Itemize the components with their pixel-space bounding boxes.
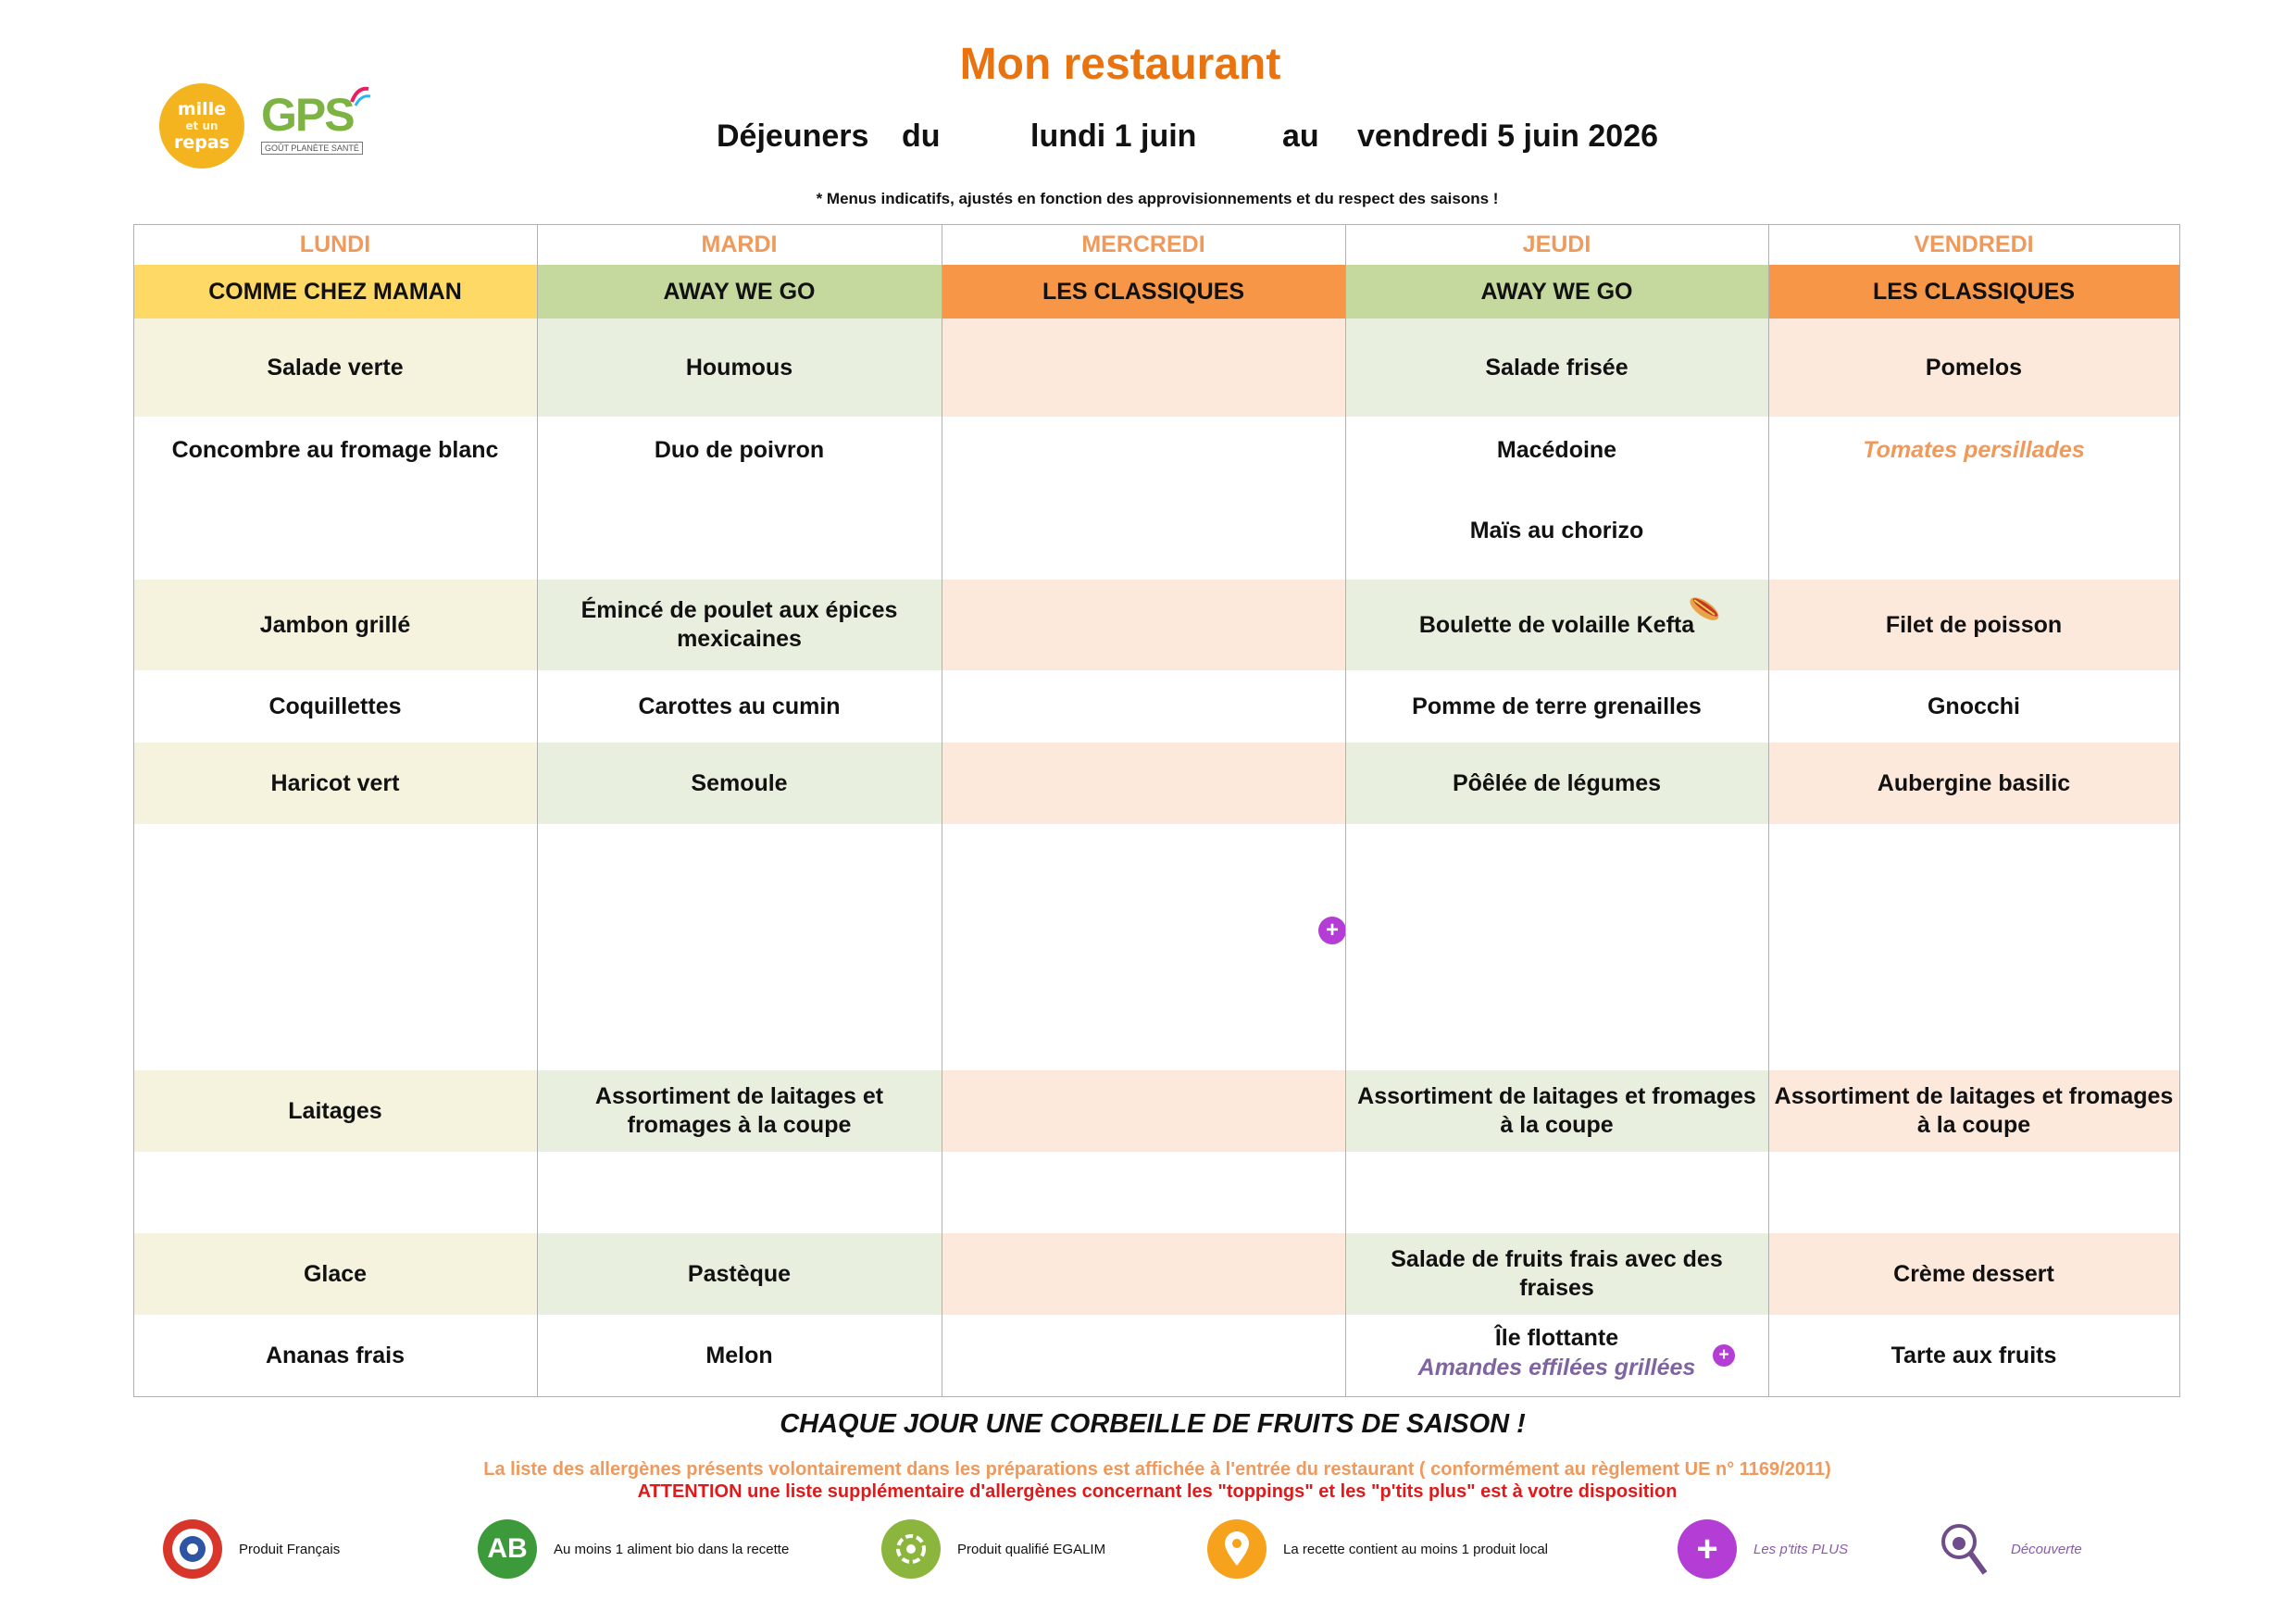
- menu-item: [942, 1233, 1345, 1315]
- theme-header: AWAY WE GO: [537, 265, 942, 319]
- menu-item: [942, 580, 1345, 670]
- menu-item: Haricot vert: [133, 743, 537, 824]
- hotdog-icon: [1687, 589, 1724, 626]
- meal-label: Déjeuners: [717, 119, 869, 154]
- menu-item: Jambon grillé: [133, 580, 537, 670]
- menu-item: Ananas frais: [265, 1342, 406, 1368]
- mille-et-un-repas-logo: [159, 83, 244, 169]
- menu-item: Houmous: [537, 319, 942, 417]
- menu-item: [133, 824, 537, 1070]
- menu-item: Pomelos: [1768, 319, 2179, 417]
- menu-item: [942, 319, 1345, 417]
- menu-item: [133, 498, 537, 580]
- day-name: VENDREDI: [1914, 231, 2034, 257]
- local-pin-icon: [1207, 1519, 1267, 1579]
- menu-item: [942, 1315, 1345, 1396]
- menu-item: Maïs au chorizo: [1469, 518, 1644, 543]
- ptits-plus-icon: +: [1678, 1519, 1737, 1579]
- menu-item: Aubergine basilic: [1768, 743, 2179, 824]
- menu-item: Macédoine: [1496, 437, 1617, 463]
- to-label: au: [1282, 119, 1319, 154]
- legend-french-product: [163, 1517, 340, 1581]
- egalim-icon: [881, 1519, 941, 1579]
- menu-item: [942, 417, 1345, 498]
- menu-item: Salade de fruits frais avec des fraises: [1345, 1233, 1768, 1315]
- legend-label: Découverte: [2011, 1541, 2082, 1557]
- grid-vline: [133, 224, 134, 1396]
- menu-item: [942, 670, 1345, 743]
- menu-item: [942, 498, 1345, 580]
- legend-local: [1207, 1517, 1548, 1581]
- legend-label: Au moins 1 aliment bio dans la recette: [554, 1541, 790, 1557]
- menu-item: Glace: [133, 1233, 537, 1315]
- menu-item: [1345, 824, 1768, 1070]
- menu-item: Gnocchi: [1927, 693, 2020, 719]
- gps-swoosh-icon: [348, 85, 372, 109]
- menu-item: [537, 498, 942, 580]
- theme-header: LES CLASSIQUES: [1768, 265, 2179, 319]
- menu-item: Assortiment de laitages et fromages à la coupe: [1768, 1070, 2179, 1152]
- ptits-plus-icon: +: [1318, 917, 1346, 944]
- grid-vline: [1345, 224, 1346, 1396]
- legend-egalim: [881, 1517, 1105, 1581]
- day-name: MERCREDI: [1081, 231, 1205, 257]
- topping-text: Amandes effilées grillées: [1417, 1354, 1696, 1380]
- gps-logo: [261, 91, 372, 159]
- legend-organic: [478, 1517, 789, 1581]
- end-date: vendredi 5 juin 2026: [1357, 119, 1659, 154]
- gps-letters: GPS: [261, 89, 354, 141]
- grid-vline: [2179, 224, 2180, 1396]
- menu-item: Crème dessert: [1768, 1233, 2179, 1315]
- theme-header: COMME CHEZ MAMAN: [133, 265, 537, 319]
- menu-item: Coquillettes: [268, 693, 402, 719]
- theme-header: LES CLASSIQUES: [942, 265, 1345, 319]
- grid-vline: [1768, 224, 1769, 1396]
- menu-item: [537, 1152, 942, 1233]
- menu-item: [942, 743, 1345, 824]
- start-date: lundi 1 juin: [1030, 119, 1197, 154]
- legend-label: Produit qualifié EGALIM: [957, 1541, 1106, 1557]
- menu-item: [1768, 824, 2179, 1070]
- menu-note: * Menus indicatifs, ajustés en fonction des approvisionnements et du respect des saisons !: [816, 190, 1499, 207]
- allergen-warning: ATTENTION une liste supplémentaire d'allergènes concernant les "toppings" et les "p'tits plus" est à votre disposition: [637, 1481, 1678, 1502]
- menu-item: Tomates persillades: [1863, 437, 2085, 463]
- menu-item: [1768, 498, 2179, 580]
- menu-item: [1768, 1152, 2179, 1233]
- day-name: JEUDI: [1522, 231, 1591, 257]
- menu-item: Salade frisée: [1345, 319, 1768, 417]
- menu-item: [942, 1070, 1345, 1152]
- discovery-icon: [1935, 1519, 1994, 1579]
- menu-item: Concombre au fromage blanc: [171, 437, 499, 463]
- menu-item: Émincé de poulet aux épices mexicaines: [537, 580, 942, 670]
- from-label: du: [902, 119, 941, 154]
- menu-item: Boulette de volaille Kefta: [1345, 580, 1768, 670]
- logo-word-1: mille: [177, 99, 227, 119]
- menu-item: Tarte aux fruits: [1890, 1342, 2057, 1368]
- menu-item: Pôêlée de légumes: [1345, 743, 1768, 824]
- menu-item: Pomme de terre grenailles: [1412, 693, 1702, 719]
- menu-item: Filet de poisson: [1768, 580, 2179, 670]
- day-name: LUNDI: [299, 231, 371, 257]
- menu-item: [537, 824, 942, 1070]
- day-name: MARDI: [701, 231, 778, 257]
- menu-item: [942, 824, 1345, 1070]
- logo-word-3: repas: [174, 132, 230, 153]
- menu-item: Assortiment de laitages et fromages à la coupe: [1345, 1070, 1768, 1152]
- french-product-icon: [163, 1519, 222, 1579]
- menu-item: [1345, 1152, 1768, 1233]
- menu-item: Carottes au cumin: [638, 693, 841, 719]
- menu-item: Pastèque: [537, 1233, 942, 1315]
- ptits-plus-icon: +: [1713, 1344, 1735, 1367]
- legend-label: Les p'tits PLUS: [1753, 1541, 1849, 1557]
- page-title: Mon restaurant: [959, 40, 1281, 89]
- menu-item: Salade verte: [133, 319, 537, 417]
- menu-item: Île flottante: [1494, 1325, 1619, 1351]
- legend-discovery: [1935, 1517, 2082, 1581]
- menu-item: [942, 1152, 1345, 1233]
- menu-item: [133, 1152, 537, 1233]
- grid-vline: [537, 224, 538, 1396]
- theme-header: AWAY WE GO: [1345, 265, 1768, 319]
- legend-label: La recette contient au moins 1 produit local: [1283, 1541, 1549, 1557]
- menu-item: Laitages: [133, 1070, 537, 1152]
- organic-ab-icon: AB: [478, 1519, 537, 1579]
- legend-ptits-plus: [1678, 1517, 1848, 1581]
- grid-hline: [133, 224, 2180, 225]
- allergen-note: La liste des allergènes présents volontairement dans les préparations est affichée à l'entrée du restaurant ( conformément au règlement UE n° 1169/2011): [483, 1459, 1831, 1480]
- menu-item: Melon: [705, 1342, 773, 1368]
- legend-label: Produit Français: [239, 1541, 341, 1557]
- grid-hline: [133, 1396, 2180, 1397]
- fruit-basket-note: CHAQUE JOUR UNE CORBEILLE DE FRUITS DE SAISON !: [780, 1409, 1526, 1439]
- menu-item: Semoule: [537, 743, 942, 824]
- gps-tagline: GOÛT PLANÈTE SANTÉ: [261, 142, 363, 155]
- menu-item: Duo de poivron: [654, 437, 825, 463]
- menu-item: Assortiment de laitages et fromages à la coupe: [537, 1070, 942, 1152]
- logo-word-2: et un: [185, 119, 218, 132]
